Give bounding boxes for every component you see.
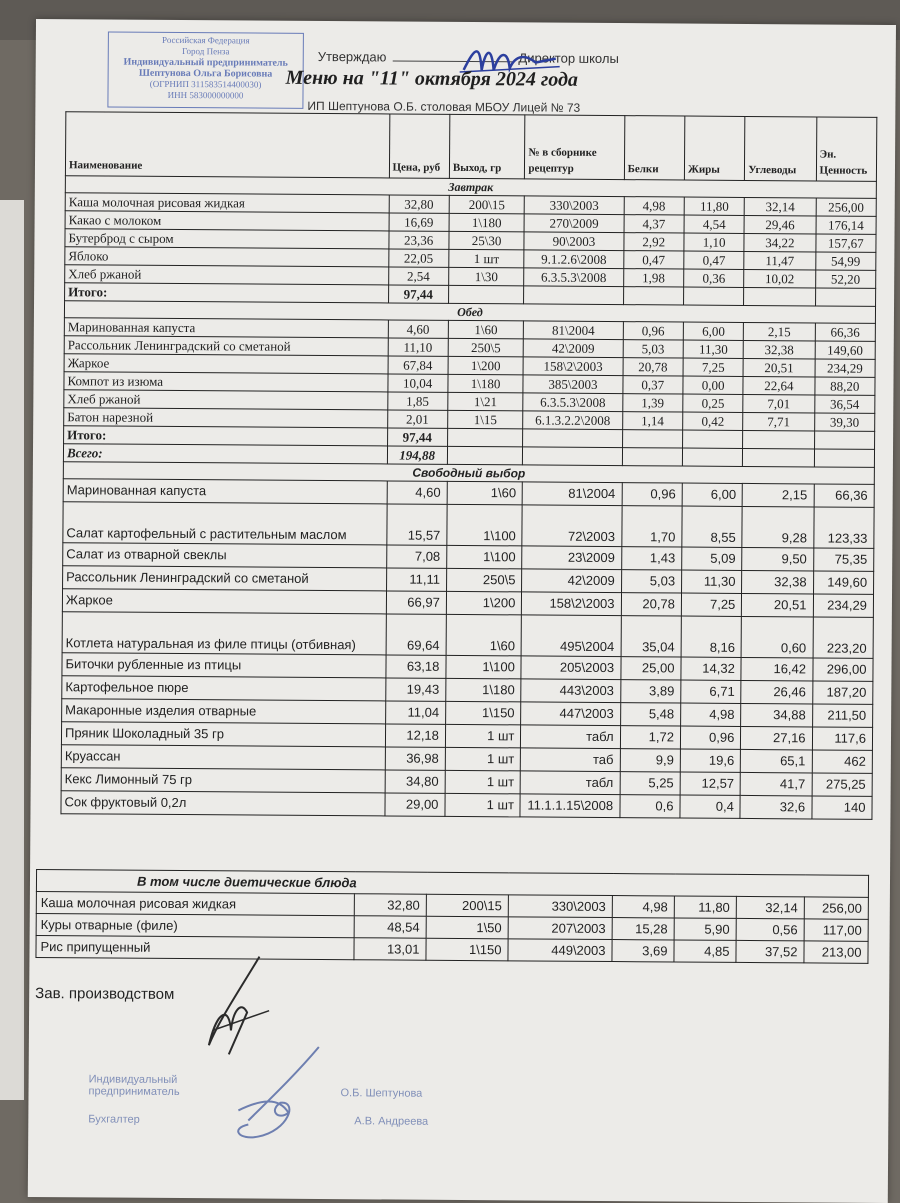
dish-name: Маринованная капуста — [64, 318, 388, 338]
dish-name: Жаркое — [64, 354, 388, 374]
dish-name: Салат из отварной свеклы — [63, 543, 387, 568]
dish-value: 66,97 — [386, 591, 447, 614]
dish-value: 1\180 — [446, 678, 522, 702]
dish-value: 9,50 — [742, 547, 813, 570]
dish-value: 1 шт — [445, 770, 521, 794]
dish-value: 41,7 — [740, 772, 811, 795]
dish-value: 149,60 — [813, 571, 874, 594]
dish-value: 1\60 — [446, 614, 522, 656]
dish-value: 23\2009 — [522, 546, 621, 570]
empty-cell — [744, 287, 815, 305]
dish-value: 75,35 — [813, 548, 874, 571]
dish-value: 22,05 — [388, 249, 449, 267]
dish-value: 42\2009 — [524, 339, 623, 358]
dish-value: 0,96 — [623, 322, 684, 340]
dish-value: 443\2003 — [521, 679, 620, 703]
dish-name: Жаркое — [62, 589, 386, 614]
dish-name: Котлета натуральная из филе птицы (отбивная) — [62, 612, 386, 655]
dish-name: Каша молочная рисовая жидкая — [65, 193, 389, 213]
dish-value: 5,09 — [682, 547, 743, 570]
dish-value: 0,56 — [736, 918, 804, 940]
dish-value: 66,36 — [815, 323, 876, 341]
dish-value: 8,55 — [682, 506, 743, 547]
dish-value: 34,22 — [744, 233, 815, 251]
dish-value: 1\180 — [449, 213, 525, 232]
dish-value: 330\2003 — [525, 196, 624, 215]
dish-value: 1 шт — [445, 793, 521, 817]
dish-value: 6.3.5.3\2008 — [523, 393, 622, 412]
dish-value: 63,18 — [385, 655, 446, 678]
dish-value: 0,47 — [684, 251, 745, 269]
total-label: Итого: — [65, 283, 389, 303]
stamp-line: ИНН 583000000000 — [167, 89, 244, 101]
dish-value: 3,69 — [612, 940, 674, 962]
empty-cell — [622, 448, 683, 466]
dish-value: 25\30 — [449, 231, 525, 250]
accountant-label: Бухгалтер — [88, 1113, 140, 1126]
dish-name: Яблоко — [65, 247, 389, 267]
stamp-line: Индивидуальный предприниматель — [123, 56, 288, 69]
dish-value: 1\15 — [448, 410, 524, 429]
stamp-top — [107, 32, 304, 109]
dish-value: 0,60 — [741, 616, 812, 657]
dish-value: 20,51 — [742, 593, 813, 616]
dish-value: 3,89 — [620, 680, 681, 703]
empty-cell — [523, 429, 622, 448]
menu-row — [61, 791, 872, 820]
dish-value: 69,64 — [386, 614, 447, 655]
total-label: Итого: — [64, 426, 388, 446]
dish-value: 11,30 — [682, 570, 743, 593]
dish-value: 1\200 — [446, 591, 522, 615]
dish-value: 1\30 — [449, 267, 525, 286]
dish-value: 296,00 — [812, 658, 873, 681]
col-header: Белки — [624, 116, 685, 180]
dish-value: 34,88 — [741, 703, 812, 726]
dish-value: 11,47 — [744, 251, 815, 269]
dish-value: 449\2003 — [508, 939, 612, 962]
dish-name: Кекс Лимонный 75 гр — [61, 768, 385, 793]
dish-value: 25,00 — [621, 657, 682, 680]
empty-cell — [448, 285, 524, 304]
dish-value: 1\150 — [446, 701, 522, 725]
dish-value: 1\200 — [448, 356, 524, 375]
dish-name: Каша молочная рисовая жидкая — [36, 892, 354, 916]
dish-value: 4,54 — [684, 215, 745, 233]
dish-value: 1,39 — [622, 394, 683, 412]
dish-value: 9.1.2.6\2008 — [524, 250, 623, 269]
section-title: Обед — [64, 301, 875, 324]
dish-value: 32,14 — [745, 197, 816, 215]
page-title: Меню на "11" октября 2024 года — [285, 66, 579, 91]
dish-name: Картофельное пюре — [62, 676, 386, 701]
dish-value: 5,03 — [623, 340, 684, 358]
dish-value: 88,20 — [814, 377, 875, 395]
director-label: Директор школы — [518, 50, 619, 67]
dish-value: 223,20 — [813, 617, 874, 658]
menu-page — [28, 19, 896, 1203]
dish-value: 0,96 — [680, 726, 741, 749]
col-header: Цена, руб — [389, 114, 450, 178]
dish-value: 7,01 — [743, 394, 814, 412]
dish-name: Рассольник Ленинградский со сметаной — [64, 336, 388, 356]
dish-value: 256,00 — [804, 897, 868, 919]
menu-row — [63, 502, 874, 549]
dish-value: 9,28 — [742, 506, 813, 547]
dish-value: 65,1 — [741, 749, 812, 772]
dish-value: 123,33 — [813, 507, 874, 548]
dish-value: 14,32 — [681, 657, 742, 680]
dish-value: 32,38 — [742, 570, 813, 593]
stamp-line: Шептунова Ольга Борисовна — [138, 67, 273, 80]
dish-value: табл — [521, 771, 620, 795]
dish-value: 270\2009 — [524, 214, 623, 233]
col-header: Наименование — [65, 112, 389, 178]
dish-value: 27,16 — [741, 726, 812, 749]
dish-value: 29,00 — [384, 793, 445, 816]
total-value: 97,44 — [388, 285, 449, 303]
dish-name: Куры отварные (филе) — [36, 914, 354, 938]
dish-value: 32,6 — [740, 795, 811, 818]
accountant-name: А.В. Андреева — [354, 1115, 429, 1128]
dish-name: Пряник Шоколадный 35 гр — [61, 722, 385, 747]
dish-value: 32,80 — [389, 195, 450, 213]
dish-value: 12,18 — [385, 724, 446, 747]
dish-value: 1,10 — [684, 233, 745, 251]
dish-value: 39,30 — [814, 413, 875, 431]
dish-value: 32,38 — [744, 340, 815, 358]
dish-value: 5,48 — [620, 703, 681, 726]
dish-value: 207\2003 — [508, 917, 612, 940]
dish-value: 275,25 — [812, 773, 873, 796]
header-row — [65, 112, 876, 182]
dish-value: 72\2003 — [522, 505, 621, 547]
dish-value: 1,70 — [621, 506, 682, 547]
diet-table — [35, 869, 869, 964]
dish-name: Рассольник Ленинградский со сметаной — [63, 566, 387, 591]
empty-cell — [683, 430, 744, 448]
empty-cell — [814, 431, 875, 449]
dish-value: 15,57 — [386, 504, 447, 545]
dish-value: 2,15 — [744, 322, 815, 340]
dish-value: 495\2004 — [521, 615, 620, 657]
dish-value: 1,85 — [387, 392, 448, 410]
dish-name: Какао с молоком — [65, 211, 389, 231]
stamp-line: (ОГРНИП 311583514400030) — [149, 78, 262, 90]
dish-value: 11,11 — [386, 568, 447, 591]
empty-cell — [524, 286, 623, 305]
dish-value: 20,51 — [743, 358, 814, 376]
dish-value: 158\2\2003 — [523, 357, 622, 376]
dish-value: 90\2003 — [524, 232, 623, 251]
dish-value: 1,14 — [622, 412, 683, 430]
empty-cell — [447, 446, 523, 465]
dish-value: 54,99 — [815, 252, 876, 270]
dish-value: 5,03 — [621, 570, 682, 593]
dish-value: 11,80 — [674, 896, 736, 918]
dish-value: 1,98 — [623, 269, 684, 287]
dish-value: 1\60 — [447, 481, 523, 505]
dish-value: 6.3.5.3\2008 — [524, 268, 623, 287]
dish-value: 0,42 — [683, 412, 744, 430]
empty-cell — [743, 448, 814, 466]
dish-value: таб — [521, 748, 620, 772]
menu-table — [60, 111, 877, 820]
dish-value: 35,04 — [621, 616, 682, 657]
dish-value: 32,80 — [354, 894, 426, 917]
dish-value: 4,85 — [674, 940, 736, 962]
dish-value: 1 шт — [449, 249, 525, 268]
dish-value: 66,36 — [814, 484, 875, 507]
dish-value: 5,90 — [674, 918, 736, 940]
dish-value: 42\2009 — [522, 569, 621, 593]
ip-name: О.Б. Шептунова — [340, 1087, 423, 1100]
empty-cell — [682, 448, 743, 466]
dish-value: 67,84 — [388, 356, 449, 374]
dish-value: 234,29 — [813, 594, 874, 617]
dish-value: 20,78 — [623, 358, 684, 376]
dish-value: 330\2003 — [508, 895, 612, 918]
col-header: Эн. Ценность — [816, 117, 877, 181]
empty-cell — [743, 430, 814, 448]
dish-value: 200\15 — [449, 195, 525, 214]
dish-value: 37,52 — [736, 940, 804, 962]
dish-value: 234,29 — [815, 359, 876, 377]
background-sheet — [0, 200, 24, 1100]
section-title: Завтрак — [65, 176, 876, 199]
dish-value: 81\2004 — [524, 321, 623, 340]
empty-cell — [447, 428, 523, 447]
dish-value: 187,20 — [812, 681, 873, 704]
dish-value: 4,98 — [681, 703, 742, 726]
dish-value: 36,98 — [385, 747, 446, 770]
approve-label: Утверждаю — [317, 48, 387, 65]
dish-value: 1\100 — [447, 545, 523, 569]
dish-value: 1\180 — [448, 374, 524, 393]
stamp-line: Город Пенза — [182, 46, 230, 57]
dish-value: 205\2003 — [521, 656, 620, 680]
dish-value: 6,00 — [683, 322, 744, 340]
dish-value: 29,46 — [744, 215, 815, 233]
dish-value: 26,46 — [741, 680, 812, 703]
stamp-line: Российская Федерация — [162, 34, 250, 46]
dish-value: 15,28 — [612, 918, 674, 940]
col-header: Углеводы — [745, 116, 817, 180]
dish-value: 1\100 — [447, 504, 523, 546]
dish-value: 7,71 — [743, 412, 814, 430]
dish-value: 10,02 — [744, 269, 815, 287]
section-title: В том числе диетические блюда — [36, 870, 868, 898]
dish-value: 48,54 — [354, 916, 426, 939]
dish-value: 157,67 — [815, 234, 876, 252]
page-subtitle: ИП Шептунова О.Б. столовая МБОУ Лицей № 73 — [307, 98, 581, 115]
dish-value: 149,60 — [815, 341, 876, 359]
dish-value: 0,96 — [622, 483, 683, 506]
dish-name: Маринованная капуста — [63, 479, 387, 504]
dish-value: 0,00 — [683, 376, 744, 394]
dish-value: 0,37 — [623, 376, 684, 394]
dish-value: 256,00 — [816, 198, 877, 216]
dish-value: 176,14 — [816, 216, 877, 234]
footer-signature — [218, 1040, 329, 1151]
dish-value: 211,50 — [812, 704, 873, 727]
total-label: Всего: — [63, 444, 387, 464]
dish-value: 16,42 — [741, 657, 812, 680]
empty-cell — [622, 430, 683, 448]
dish-value: 1\100 — [446, 655, 522, 679]
dish-name: Батон нарезной — [64, 408, 388, 428]
total-value: 97,44 — [387, 428, 448, 446]
dish-value: 250\5 — [446, 568, 522, 592]
dish-value: 2,01 — [387, 410, 448, 428]
dish-value: 6,71 — [681, 680, 742, 703]
dish-name: Сок фруктовый 0,2л — [61, 791, 385, 816]
dish-value: 11,10 — [388, 338, 449, 356]
dish-value: 4,60 — [388, 320, 449, 338]
dish-value: 6,00 — [682, 483, 743, 506]
dish-value: 1,43 — [621, 547, 682, 570]
dish-value: табл — [521, 725, 620, 749]
dish-name: Биточки рубленные из птицы — [62, 653, 386, 678]
dish-value: 7,25 — [681, 593, 742, 616]
dish-value: 1\60 — [448, 320, 524, 339]
dish-name: Салат картофельный с растительным маслом — [63, 502, 387, 545]
dish-value: 1,72 — [620, 726, 681, 749]
dish-value: 1 шт — [445, 747, 521, 771]
col-header: Выход, гр — [449, 114, 525, 179]
dish-value: 4,37 — [624, 215, 685, 233]
dish-value: 13,01 — [354, 938, 426, 961]
total-value: 194,88 — [387, 446, 448, 464]
dish-value: 10,04 — [387, 374, 448, 392]
dish-value: 0,25 — [683, 394, 744, 412]
dish-name: Круассан — [61, 745, 385, 770]
dish-name: Бутерброд с сыром — [65, 229, 389, 249]
dish-value: 0,6 — [620, 795, 681, 818]
dish-value: 7,25 — [683, 358, 744, 376]
dish-value: 12,57 — [680, 772, 741, 795]
dish-value: 11,80 — [684, 197, 745, 215]
dish-value: 140 — [812, 796, 873, 819]
dish-value: 462 — [812, 750, 873, 773]
dish-value: 2,15 — [743, 483, 814, 506]
dish-value: 213,00 — [804, 941, 868, 963]
empty-cell — [523, 447, 622, 466]
dish-name: Макаронные изделия отварные — [62, 699, 386, 724]
dish-value: 11,30 — [683, 340, 744, 358]
dish-name: Хлеб ржаной — [64, 390, 388, 410]
dish-value: 2,92 — [624, 233, 685, 251]
dish-value: 2,54 — [388, 267, 449, 285]
dish-value: 5,25 — [620, 772, 681, 795]
dish-value: 81\2004 — [523, 482, 622, 506]
dish-value: 447\2003 — [521, 702, 620, 726]
dish-value: 16,69 — [389, 213, 450, 231]
dish-value: 1\21 — [448, 392, 524, 411]
dish-value: 117,6 — [812, 727, 873, 750]
dish-value: 19,6 — [680, 749, 741, 772]
dish-value: 23,36 — [388, 231, 449, 249]
dish-value: 11,04 — [385, 701, 446, 724]
dish-name: Компот из изюма — [64, 372, 388, 392]
dish-value: 200\15 — [426, 894, 508, 917]
dish-value: 32,14 — [736, 896, 804, 918]
dish-value: 4,98 — [624, 197, 685, 215]
dish-value: 6.1.3.2.2\2008 — [523, 411, 622, 430]
head-production-label: Зав. производством — [35, 985, 175, 1003]
dish-value: 11.1.1.15\2008 — [520, 794, 619, 818]
dish-value: 385\2003 — [523, 375, 622, 394]
menu-row — [62, 612, 873, 659]
empty-cell — [814, 449, 875, 467]
ip-label: Индивидуальный предприниматель — [88, 1073, 180, 1099]
dish-value: 158\2\2003 — [522, 592, 621, 616]
diet-row — [36, 936, 868, 964]
empty-cell — [623, 287, 684, 305]
empty-cell — [684, 287, 745, 305]
dish-value: 117,00 — [804, 919, 868, 941]
col-header: Жиры — [684, 116, 745, 180]
dish-value: 250\5 — [448, 338, 524, 357]
dish-name: Рис припущенный — [36, 936, 354, 960]
dish-value: 1\50 — [426, 916, 508, 939]
dish-value: 19,43 — [385, 678, 446, 701]
dish-value: 34,80 — [385, 770, 446, 793]
section-title: Свободный выбор — [63, 462, 874, 485]
dish-value: 0,36 — [684, 269, 745, 287]
dish-name: Хлеб ржаной — [65, 265, 389, 285]
dish-value: 7,08 — [386, 545, 447, 568]
col-header: № в сборнике рецептур — [525, 115, 625, 180]
dish-value: 0,4 — [680, 795, 741, 818]
dish-value: 0,47 — [623, 251, 684, 269]
dish-value: 22,64 — [743, 376, 814, 394]
dish-value: 20,78 — [621, 593, 682, 616]
dish-value: 36,54 — [814, 395, 875, 413]
dish-value: 52,20 — [815, 270, 876, 288]
dish-value: 9,9 — [620, 749, 681, 772]
dish-value: 4,60 — [387, 481, 448, 504]
dish-value: 1\150 — [426, 938, 508, 961]
dish-value: 4,98 — [612, 896, 674, 918]
dish-value: 1 шт — [445, 724, 521, 748]
dish-value: 8,16 — [681, 616, 742, 657]
empty-cell — [815, 288, 876, 306]
